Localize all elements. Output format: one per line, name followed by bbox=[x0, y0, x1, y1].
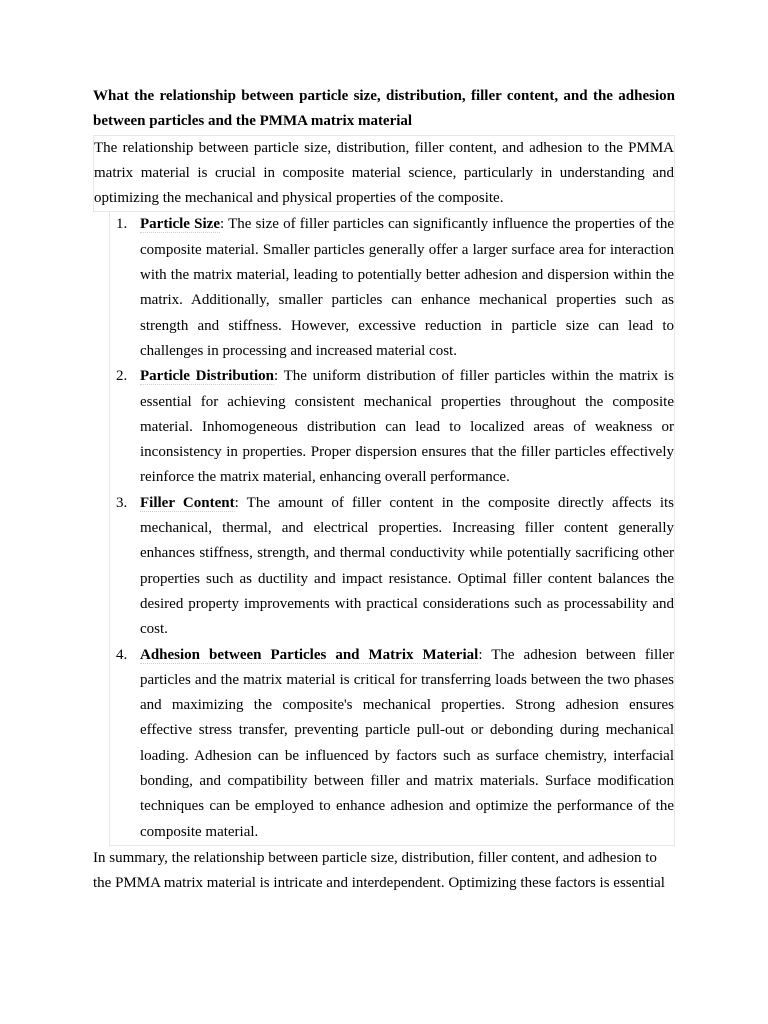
intro-paragraph: The relationship between particle size, distribution, filler content, and adhesion to the PMMA matrix material is crucial in composite material science, particularly in understanding and optimizing the mechanical and physical properties of the composite. bbox=[93, 135, 675, 213]
list-item-number: 4. bbox=[116, 646, 128, 663]
list-item bbox=[110, 212, 674, 364]
list-item-number: 2. bbox=[116, 368, 128, 385]
list-item bbox=[110, 491, 674, 643]
list-item bbox=[110, 364, 674, 490]
list-item-term: Particle Size bbox=[140, 216, 220, 233]
list-item-text: : The uniform distribution of filler particles within the matrix is essential for achieving consistent mechanical properties throughout the composite material. Inhomogeneous distribution can lead to localized areas of weakness or inconsistency in properties. Proper dispersion ensures that the filler particles effectively reinforce the matrix material, enhancing overall performance. bbox=[140, 368, 674, 486]
list-item-number: 3. bbox=[116, 494, 128, 511]
list-item-term: Adhesion between Particles and Matrix Material bbox=[140, 646, 479, 663]
factors-list bbox=[110, 212, 674, 844]
list-item-text: : The adhesion between filler particles and the matrix material is critical for transferring loads between the two phases and maximizing the composite's mechanical properties. Strong adhesion ensures effective stress transfer, preventing particle pull-out or debonding during mechanical loading. Adhesion can be influenced by factors such as surface chemistry, interfacial bonding, and compatibility between filler and matrix materials. Surface modification techniques can be employed to enhance adhesion and optimize the performance of the composite material. bbox=[140, 646, 674, 840]
list-item-text: : The size of filler particles can significantly influence the properties of the composite material. Smaller particles generally offer a larger surface area for interaction with the matrix material, leading to potentially better adhesion and dispersion within the matrix. Additionally, smaller particles can enhance mechanical properties such as strength and stiffness. However, excessive reduction in particle size can lead to challenges in processing and increased material cost. bbox=[140, 216, 674, 359]
list-item bbox=[110, 643, 674, 845]
list-item-term: Filler Content bbox=[140, 494, 235, 511]
list-item-number: 1. bbox=[116, 216, 128, 233]
list-item-term: Particle Distribution bbox=[140, 368, 275, 385]
factors-list-container bbox=[109, 212, 675, 845]
list-item-text: : The amount of filler content in the composite directly affects its mechanical, thermal, and electrical properties. Increasing filler content generally enhances stiffness, strength, and thermal conductivity while potentially sacrificing other properties such as ductility and impact resistance. Optimal filler content balances the desired property improvements with practical considerations such as processability and cost. bbox=[140, 494, 675, 638]
summary-paragraph: In summary, the relationship between particle size, distribution, filler content, and adhesion to the PMMA matrix material is intricate and interdependent. Optimizing these factors is essential bbox=[93, 849, 665, 892]
document-page bbox=[93, 84, 675, 897]
document-title: What the relationship between particle size, distribution, filler content, and the adhesion between particles and the PMMA matrix material bbox=[93, 88, 675, 130]
